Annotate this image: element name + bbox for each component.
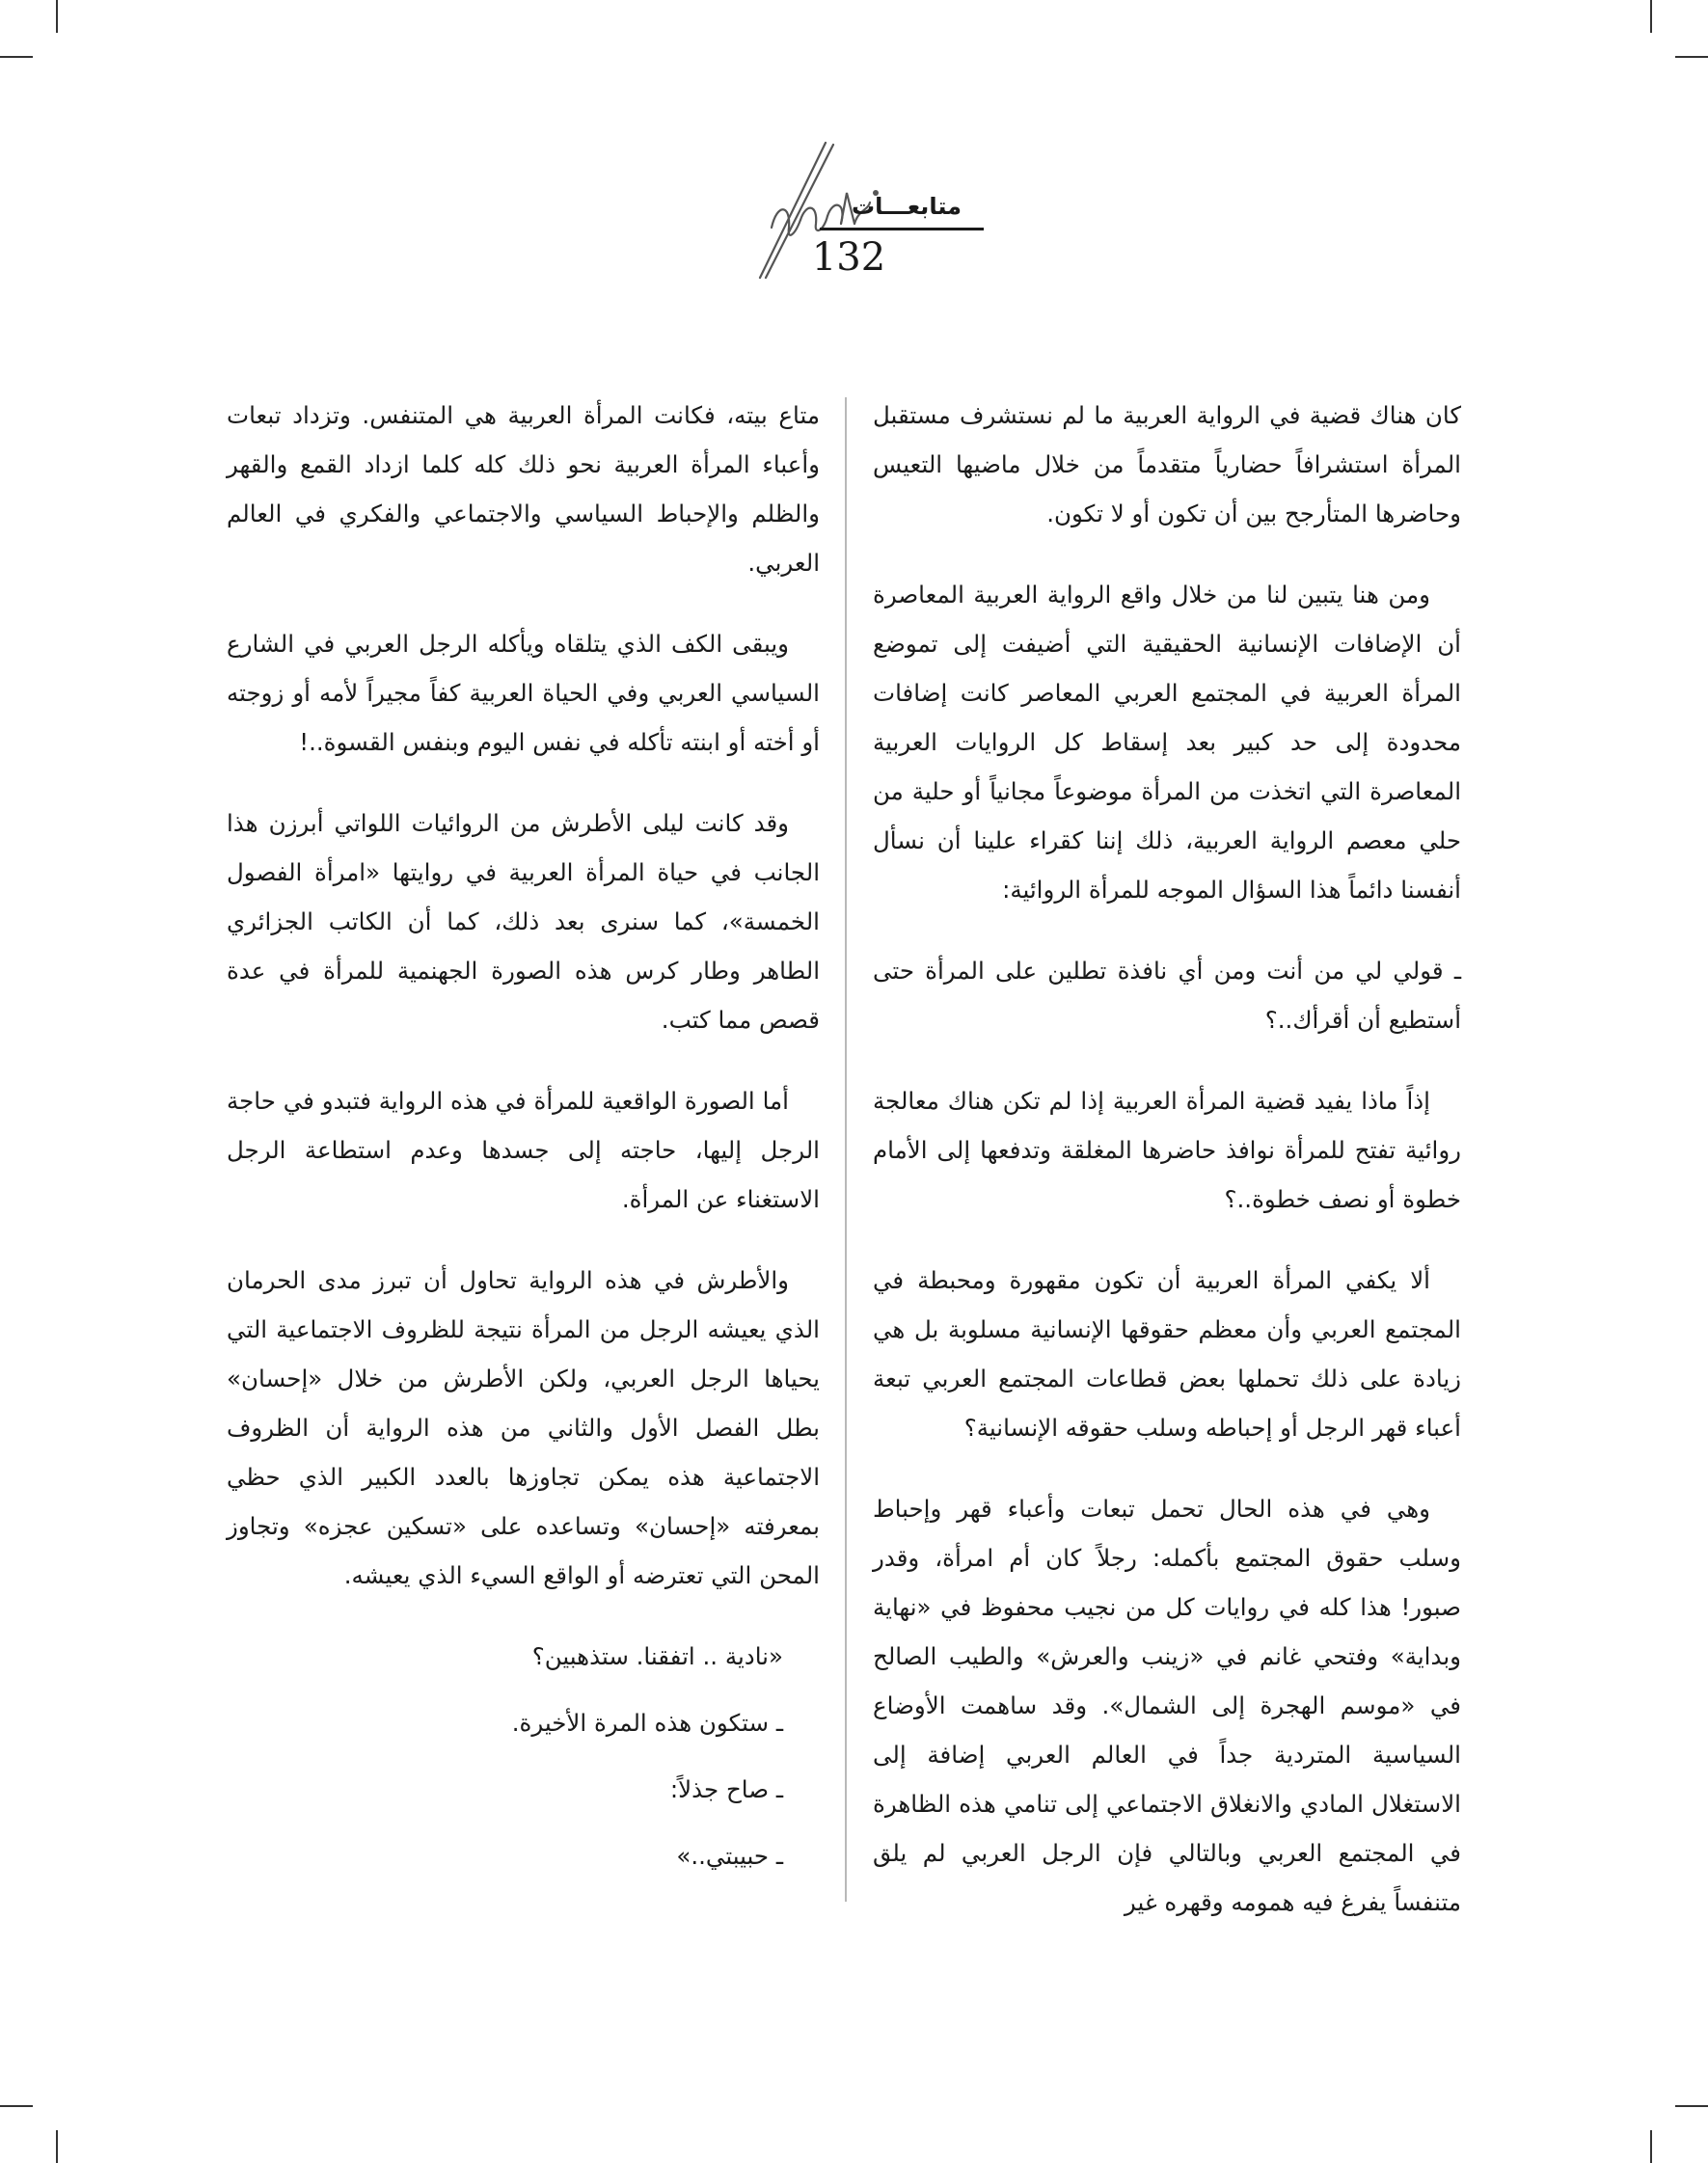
header-rule: [820, 228, 984, 230]
paragraph: والأطرش في هذه الرواية تحاول أن تبرز مدى الحرمان الذي يعيشه الرجل من المرأة نتيجة للظروف الاجتماعية التي يحياها الرجل العربي، ولكن الأطرش من خلال «إحسان» بطل الفصل الأول والثاني من هذه الرواية أن الظروف الاجتماعية هذه يمكن تجاوزها بالعدد الكبير الذي حظي بمعرفته «إحسان» وتساعده على «تسكين عجزه» وتجاوز المحن التي تعترضه أو الواقع السيء الذي يعيشه.: [227, 1266, 820, 1589]
crop-mark-top-left-vertical: [56, 0, 58, 33]
crop-mark-bottom-left-horizontal: [0, 2105, 33, 2107]
paragraph: وهي في هذه الحال تحمل تبعات وأعباء قهر وإحباط وسلب حقوق المجتمع بأكمله: رجلاً كان أم امرأة، وقدر صبور! هذا كله في روايات كل من نجيب محفوظ في «نهاية وبداية» وفتحي غانم في «زينب والعرش» والطيب الصالح في «موسم الهجرة إلى الشمال». وقد ساهمت الأوضاع السياسية المتردية جداً في العالم العربي إضافة إلى الاستغلال المادي والانغلاق الاجتماعي إلى تنامي هذه الظاهرة في المجتمع العربي وبالتالي فإن الرجل العربي لم يلق متنفساً يفرغ فيه همومه وقهره غير: [873, 1495, 1461, 1916]
crop-mark-top-left-horizontal: [0, 56, 33, 58]
crop-mark-top-right-horizontal: [1675, 56, 1708, 58]
paragraph: ويبقى الكف الذي يتلقاه ويأكله الرجل العربي في الشارع السياسي العربي وفي الحياة العربية كفاً مجيراً لأمه أو زوجته أو أخته أو ابنته تأكله في نفس اليوم وبنفس القسوة..!: [227, 630, 820, 756]
right-column: [873, 391, 1461, 1959]
paragraph: كان هناك قضية في الرواية العربية ما لم نستشرف مستقبل المرأة استشرافاً حضارياً متقدماً من خلال ماضيها التعيس وحاضرها المتأرجح بين أن تكون أو لا تكون.: [873, 401, 1461, 527]
paragraph: ألا يكفي المرأة العربية أن تكون مقهورة ومحبطة في المجتمع العربي وأن معظم حقوقها الإنسانية مسلوبة بل هي زيادة على ذلك تحملها بعض قطاعات المجتمع العربي تبعة أعباء قهر الرجل أو إحباطه وسلب حقوقه الإنسانية؟: [873, 1266, 1461, 1442]
left-column: [227, 391, 820, 1898]
paragraph: وقد كانت ليلى الأطرش من الروائيات اللواتي أبرزن هذا الجانب في حياة المرأة العربية في روايتها «امرأة الفصول الخمسة»، كما سنرى بعد ذلك، كما أن الكاتب الجزائري الطاهر وطار كرس هذه الصورة الجهنمية للمرأة في عدة قصص مما كتب.: [227, 809, 820, 1034]
paragraph: متاع بيته، فكانت المرأة العربية هي المتنفس. وتزداد تبعات وأعباء المرأة العربية نحو ذلك كله كلما ازداد القمع والقهر والظلم والإحباط السياسي والاجتماعي والفكري في العالم العربي.: [227, 401, 820, 577]
dialog-line: «نادية .. اتفقنا. ستذهبين؟: [531, 1642, 783, 1670]
paragraph: أما الصورة الواقعية للمرأة في هذه الرواية فتبدو في حاجة الرجل إليها، حاجته إلى جسدها وعدم استطاعة الرجل الاستغناء عن المرأة.: [227, 1087, 820, 1213]
page-number: 132: [811, 235, 886, 280]
crop-mark-bottom-right-vertical: [1650, 2130, 1652, 2163]
crop-mark-bottom-right-horizontal: [1675, 2105, 1708, 2107]
section-label: متابعـــات: [852, 193, 962, 220]
paragraph: إذاً ماذا يفيد قضية المرأة العربية إذا لم تكن هناك معالجة روائية تفتح للمرأة نوافذ حاضرها المغلقة وتدفعها إلى الأمام خطوة أو نصف خطوة..؟: [873, 1087, 1461, 1213]
dialog-line: ـ ستكون هذه المرة الأخيرة.: [511, 1709, 783, 1737]
paragraph: ومن هنا يتبين لنا من خلال واقع الرواية العربية المعاصرة أن الإضافات الإنسانية الحقيقية التي أضيفت إلى تموضع المرأة العربية في المجتمع العربي المعاصر كانت إضافات محدودة إلى حد كبير بعد إسقاط كل الروايات العربية المعاصرة التي اتخذت من المرأة موضوعاً مجانياً أو حلية من حلي معصم الرواية العربية، ذلك إننا كقراء علينا أن نسأل أنفسنا دائماً هذا السؤال الموجه للمرأة الروائية:: [873, 581, 1461, 904]
crop-mark-bottom-left-vertical: [56, 2130, 58, 2163]
paragraph: ـ قولي لي من أنت ومن أي نافذة تطلين على المرأة حتى أستطيع أن أقرأك..؟: [873, 957, 1461, 1034]
crop-mark-top-right-vertical: [1650, 0, 1652, 33]
dialog-line: ـ صاح جذلاً:: [669, 1775, 783, 1803]
column-divider: [845, 397, 847, 1902]
dialog-line: ـ حبيبتي..»: [676, 1842, 783, 1870]
